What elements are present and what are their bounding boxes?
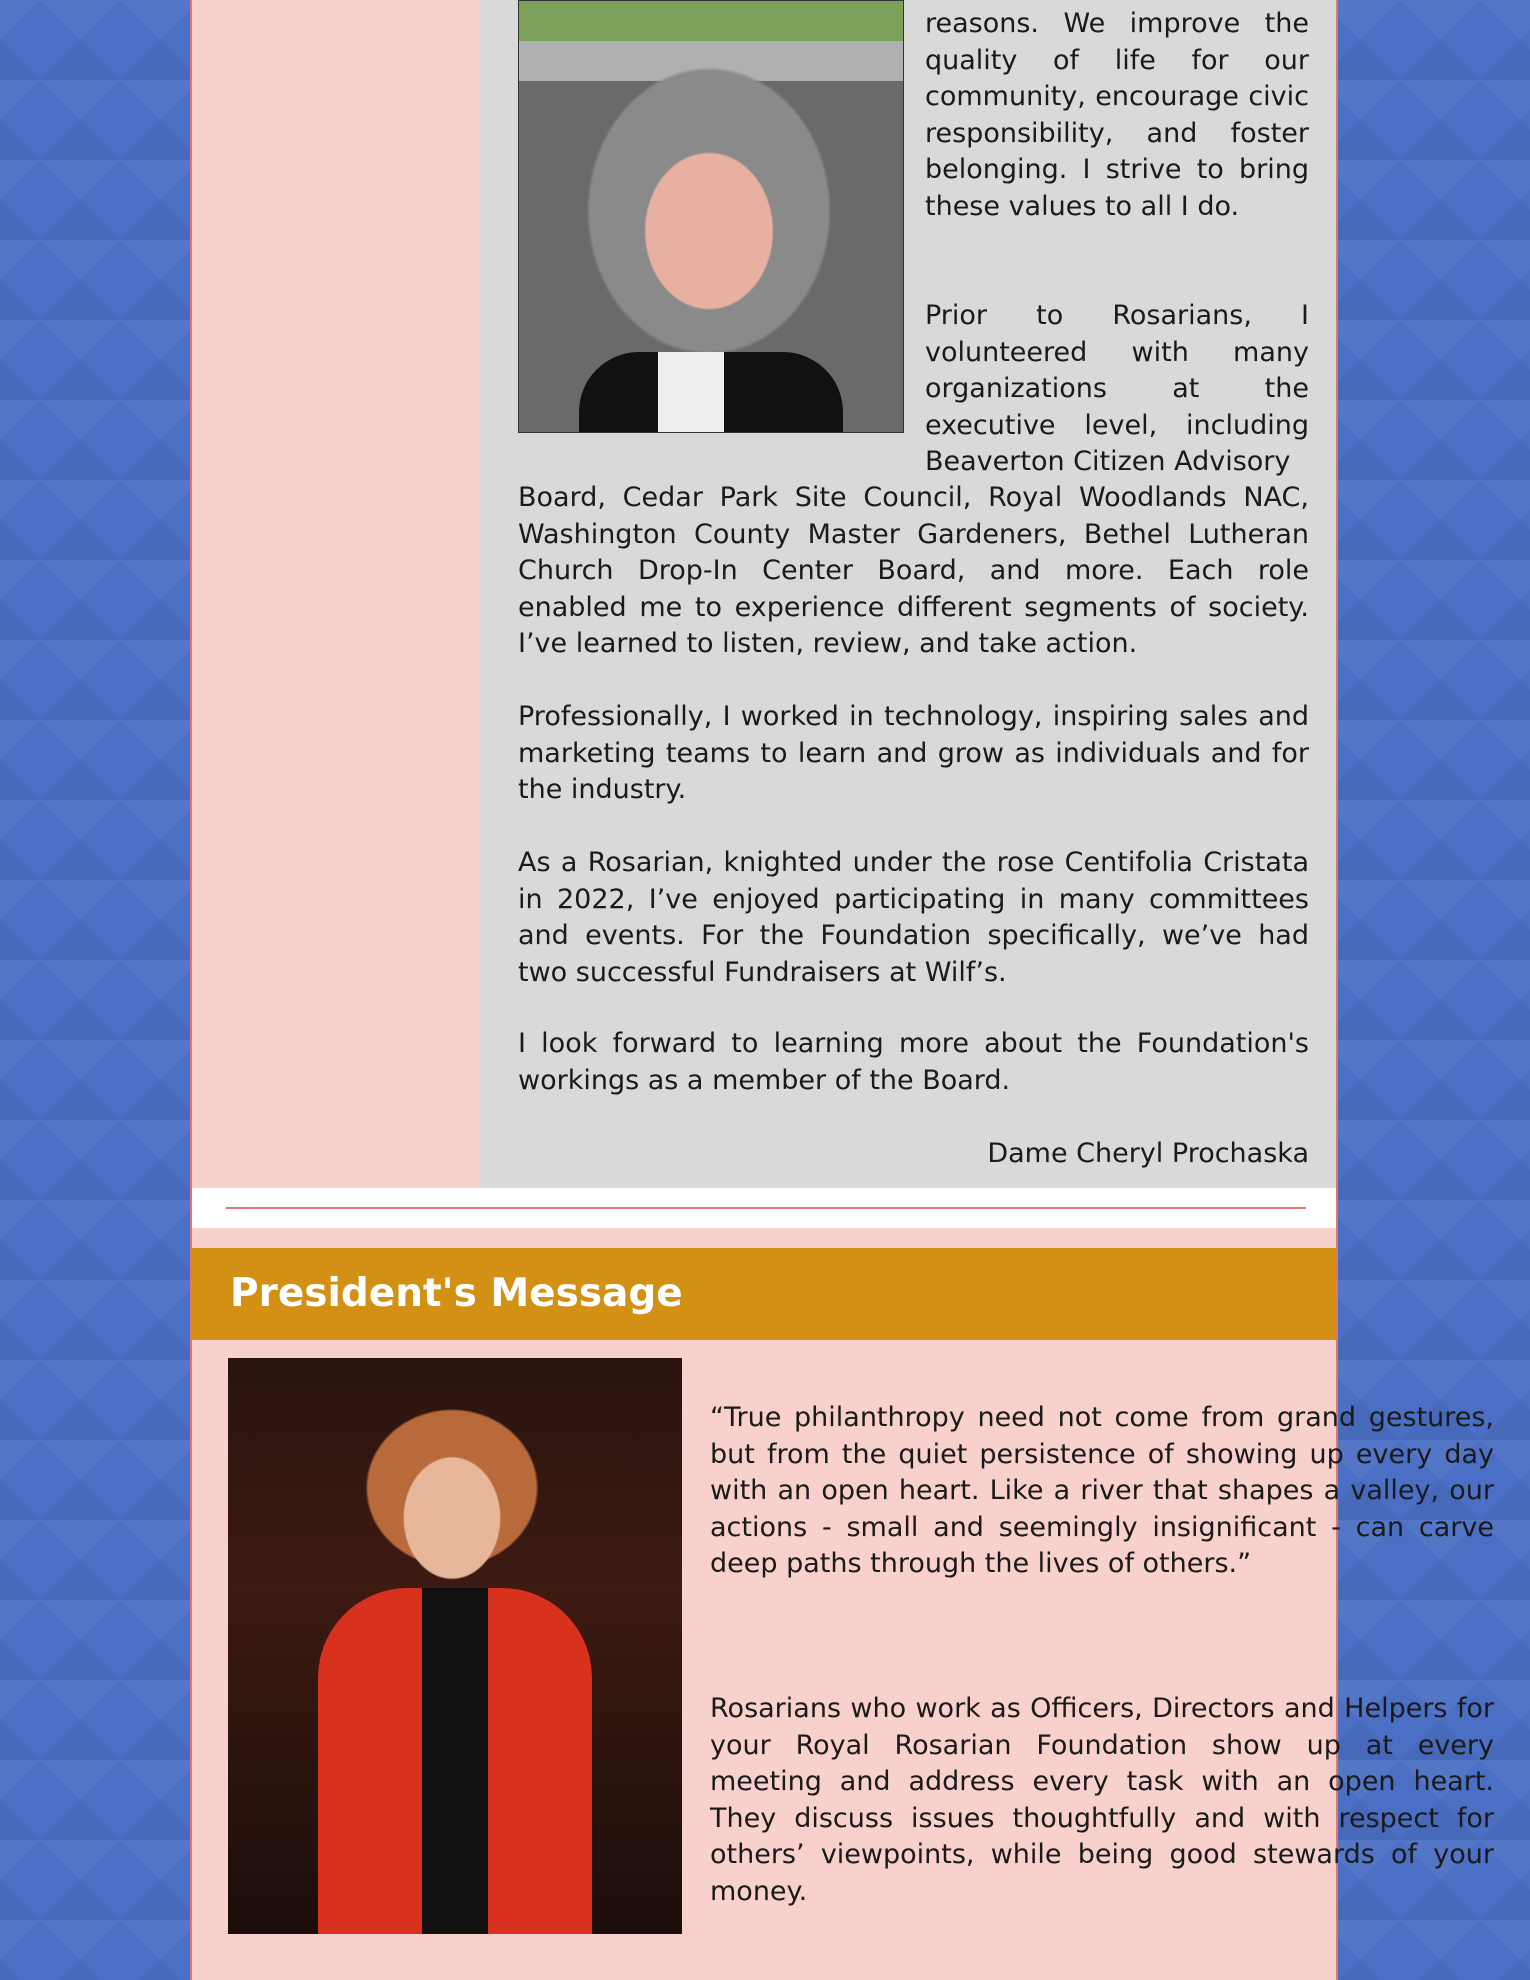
bio-paragraph-5: I look forward to learning more about the Foundation's workings as a member of the Board. bbox=[518, 1028, 1309, 1096]
bio-paragraph-3: Professionally, I worked in technology, inspiring sales and marketing teams to learn and grow as individuals and for the industry. bbox=[518, 701, 1309, 805]
bio-paragraph-4: As a Rosarian, knighted under the rose Centifolia Cristata in 2022, I’ve enjoyed participating in many committees and events. For the Foundation specifically, we’ve had two successful Fundraisers at Wilf’s. bbox=[518, 847, 1309, 988]
president-portrait-image bbox=[228, 1358, 682, 1934]
bio-paragraph-2-continued: Board, Cedar Park Site Council, Royal Woodlands NAC, Washington County Master Gardeners, Bethel Lutheran Church Drop-In Center Board, and more. Each role enabled me to experience different segments of society. I’ve learned to listen, review, and take action. bbox=[518, 482, 1309, 659]
portrait-shirt bbox=[579, 352, 843, 432]
section-heading: President's Message bbox=[230, 1271, 683, 1316]
president-quote: “True philanthropy need not come from grand gestures, but from the quiet persistence of showing up every day with an open heart. Like a river that shapes a valley, our actions - small and seemingly insignificant - can carve deep paths through the lives of others.” bbox=[710, 1402, 1494, 1579]
cheryl-portrait-image bbox=[518, 0, 904, 433]
bio-left-margin bbox=[192, 0, 480, 1188]
divider-line bbox=[226, 1207, 1306, 1209]
section-separator bbox=[192, 1188, 1336, 1228]
bio-content-panel bbox=[480, 0, 1336, 1188]
bio-paragraph-2-wrap: Prior to Rosarians, I volunteered with many organizations at the executive level, including Beaverton Citizen Advisory bbox=[925, 300, 1309, 477]
president-paragraph-1: Rosarians who work as Officers, Directors and Helpers for your Royal Rosarian Foundation show up at every meeting and address every task with an open heart. They discuss issues thoughtfully and with respect for others’ viewpoints, while being good stewards of your money. bbox=[710, 1693, 1494, 1907]
board-bio-section bbox=[192, 0, 1336, 1188]
bio-signature: Dame Cheryl Prochaska bbox=[987, 1138, 1309, 1169]
president-message-header bbox=[192, 1248, 1336, 1340]
portrait-jacket bbox=[318, 1588, 592, 1934]
newsletter-container bbox=[190, 0, 1494, 1980]
bio-paragraph-1: reasons. We improve the quality of life for our community, encourage civic responsibility, and foster belonging. I strive to bring these values to all I do. bbox=[925, 8, 1309, 222]
